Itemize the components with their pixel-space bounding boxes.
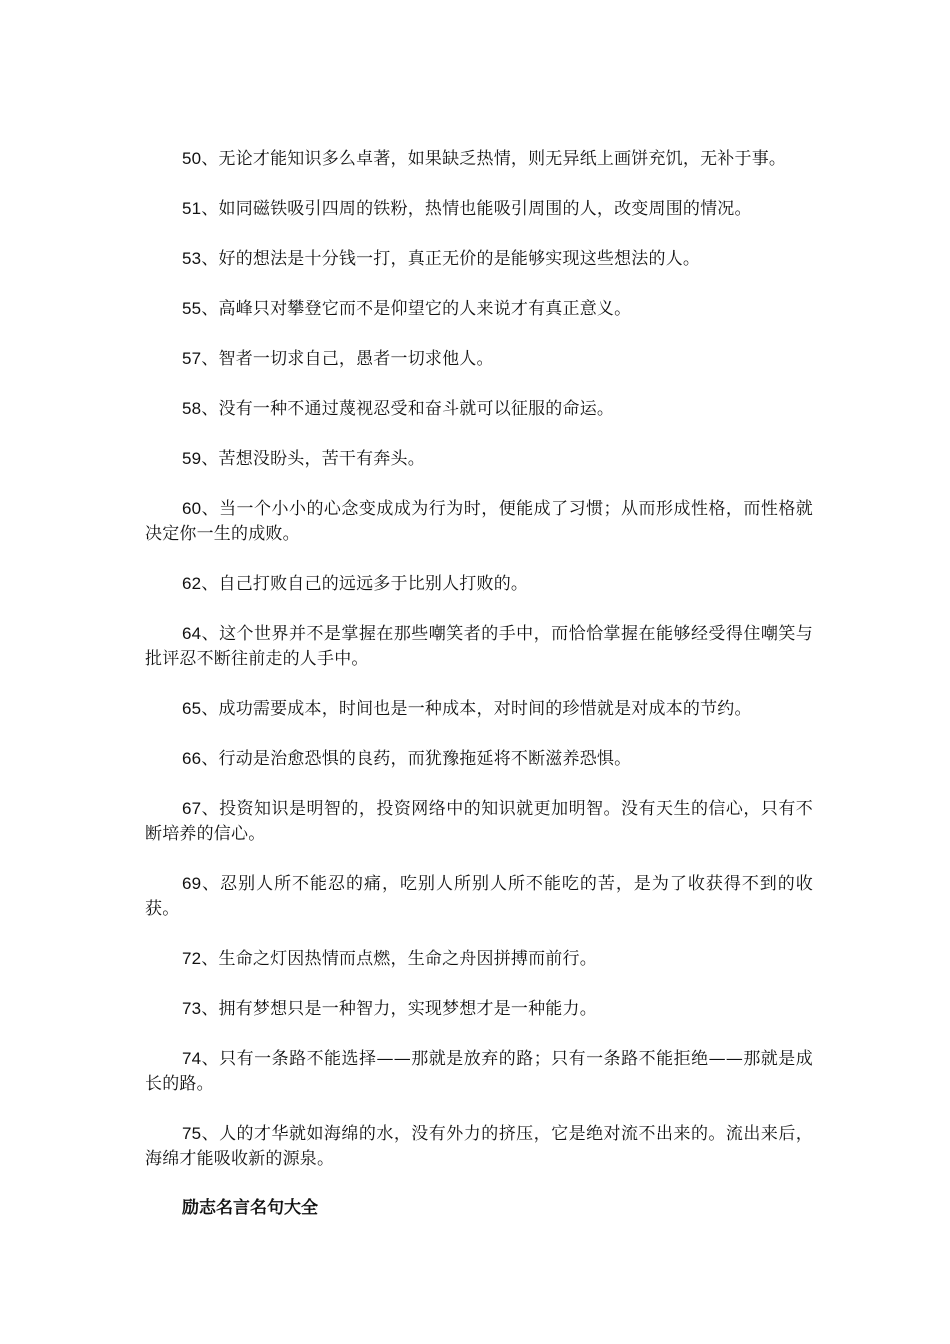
section-heading: 励志名言名句大全 [182, 1198, 318, 1218]
quote-text: 、好的想法是十分钱一打，真正无价的是能够实现这些想法的人。 [201, 249, 701, 269]
quote-text: 、生命之灯因热情而点燃，生命之舟因拼搏而前行。 [201, 949, 597, 969]
quote-paragraph [145, 871, 813, 922]
quote-text: 、高峰只对攀登它而不是仰望它的人来说才有真正意义。 [201, 299, 632, 319]
quote-paragraph [145, 196, 813, 222]
quote-text: 、无论才能知识多么卓著，如果缺乏热情，则无异纸上画饼充饥，无补于事。 [201, 149, 787, 169]
quote-text: 、这个世界并不是掌握在那些嘲笑者的手中，而恰恰掌握在能够经受得住嘲笑与批评忍不断往前走的人手中。 [145, 624, 813, 669]
quote-number: 57 [182, 349, 202, 368]
quote-number: 65 [182, 699, 202, 718]
quote-paragraph [145, 746, 813, 772]
quote-number: 73 [182, 999, 202, 1018]
quote-number: 58 [182, 399, 202, 418]
quote-text: 、智者一切求自己，愚者一切求他人。 [201, 349, 494, 369]
quote-text: 、人的才华就如海绵的水，没有外力的挤压，它是绝对流不出来的。流出来后，海绵才能吸收新的源泉。 [145, 1124, 813, 1169]
quote-number: 51 [182, 199, 202, 218]
quote-number: 50 [182, 149, 202, 168]
quote-number: 69 [182, 874, 202, 893]
quote-number: 55 [182, 299, 202, 318]
quote-paragraph [145, 496, 813, 547]
quote-text: 、投资知识是明智的，投资网络中的知识就更加明智。没有天生的信心，只有不断培养的信心。 [145, 799, 813, 844]
quote-number: 64 [182, 624, 202, 643]
quote-paragraph [145, 696, 813, 722]
quote-number: 59 [182, 449, 202, 468]
quote-text: 、苦想没盼头，苦干有奔头。 [201, 449, 425, 469]
document-page [145, 146, 813, 1221]
quote-paragraph [145, 246, 813, 272]
quote-paragraph [145, 571, 813, 597]
quote-text: 、行动是治愈恐惧的良药，而犹豫拖延将不断滋养恐惧。 [201, 749, 632, 769]
quote-text: 、自己打败自己的远远多于比别人打败的。 [201, 574, 529, 594]
quote-number: 67 [182, 799, 202, 818]
quote-paragraph [145, 946, 813, 972]
quote-paragraph [145, 446, 813, 472]
quote-paragraph [145, 146, 813, 172]
quote-paragraph [145, 996, 813, 1022]
quote-paragraph [145, 346, 813, 372]
quote-number: 75 [182, 1124, 202, 1143]
quote-paragraph [145, 296, 813, 322]
quote-number: 74 [182, 1049, 202, 1068]
quote-number: 72 [182, 949, 202, 968]
quote-number: 53 [182, 249, 202, 268]
quote-paragraph [145, 796, 813, 847]
quote-text: 、没有一种不通过蔑视忍受和奋斗就可以征服的命运。 [201, 399, 615, 419]
quote-paragraph [145, 396, 813, 422]
quote-text: 、只有一条路不能选择——那就是放弃的路；只有一条路不能拒绝——那就是成长的路。 [145, 1049, 813, 1094]
quote-number: 60 [182, 499, 202, 518]
quote-text: 、忍别人所不能忍的痛，吃别人所别人所不能吃的苦，是为了收获得不到的收获。 [145, 874, 813, 919]
quote-text: 、拥有梦想只是一种智力，实现梦想才是一种能力。 [201, 999, 597, 1019]
quote-paragraph [145, 1121, 813, 1172]
quote-paragraph [145, 621, 813, 672]
quote-text: 、当一个小小的心念变成成为行为时，便能成了习惯；从而形成性格，而性格就决定你一生的成败。 [145, 499, 813, 544]
quote-text: 、成功需要成本，时间也是一种成本，对时间的珍惜就是对成本的节约。 [201, 699, 752, 719]
quote-number: 66 [182, 749, 202, 768]
quote-text: 、如同磁铁吸引四周的铁粉，热情也能吸引周围的人，改变周围的情况。 [201, 199, 752, 219]
quote-number: 62 [182, 574, 202, 593]
quote-paragraph [145, 1046, 813, 1097]
